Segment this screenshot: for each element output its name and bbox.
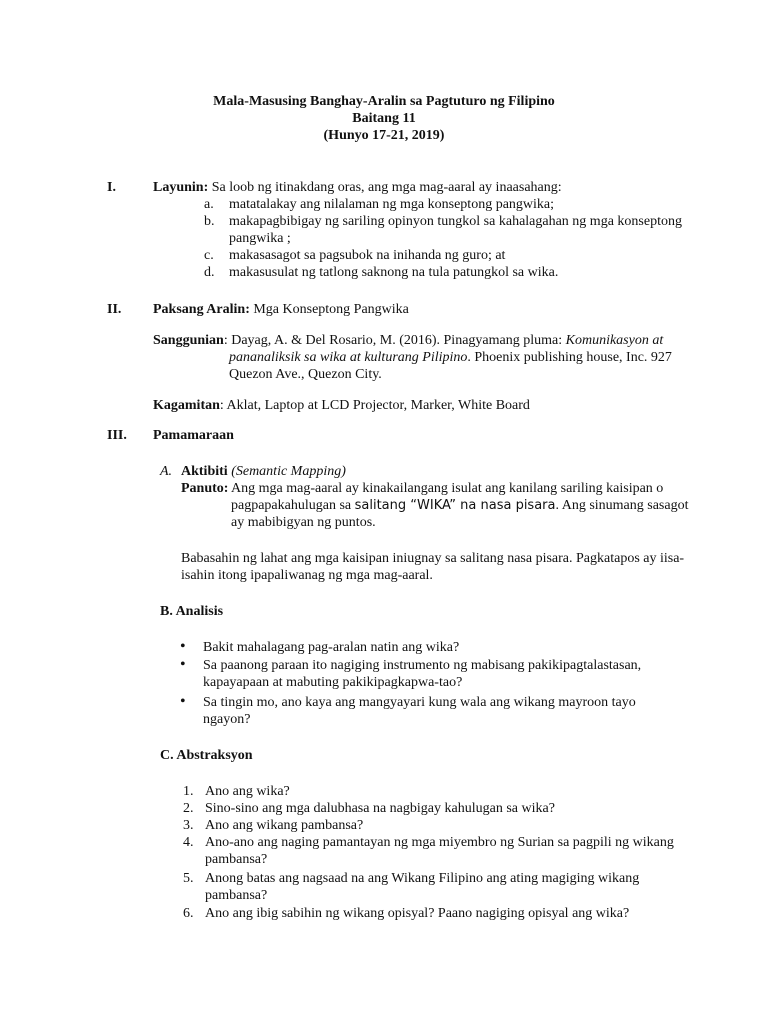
question-number: 5. [183,871,194,886]
analysis-question: Bakit mahalagang pag-aralan natin ang wika? [203,640,460,655]
materials-text: : Aklat, Laptop at LCD Projector, Marker, White Board [219,398,530,413]
instructions-text-line-3: ay mabibigyan ng puntos. [231,515,376,530]
question-number: 6. [183,906,194,921]
reference-line-1 [153,332,663,349]
abstraction-question: Ano ang wika? [205,784,290,799]
abstraction-question-continuation: pambansa? [205,852,268,867]
topic-text: Mga Konseptong Pangwika [253,302,409,317]
materials-label: Kagamitan [153,398,220,413]
question-number: 3. [183,818,194,833]
section-3-number: III. [107,428,127,443]
question-number: 4. [183,835,194,850]
section-2-label: Paksang Aralin: [153,302,250,317]
section-3-label: Pamamaraan [153,428,234,443]
analysis-question-continuation: ngayon? [203,712,251,727]
abstraction-question: Ano-ano ang naging pamantayan ng mga miyembro ng Surian sa pagpili ng wikang [205,835,674,850]
section-1-number: I. [107,180,116,195]
document-title: Mala-Masusing Banghay-Aralin sa Pagtuturo ng Filipino [213,94,555,109]
objective-item: matatalakay ang nilalaman ng mga konseptong pangwika; [229,197,555,212]
objective-item: makasasagot sa pagsubok na inihanda ng guro; at [229,248,506,263]
bullet-icon: • [180,656,186,673]
analysis-question: Sa tingin mo, ano kaya ang mangyayari kung wala ang wikang mayroon tayo [203,695,636,710]
activity-subtitle: (Semantic Mapping) [231,464,346,479]
section-1-intro: Sa loob ng itinakdang oras, ang mga mag-aaral ay inaasahang: [211,180,562,195]
instructions-highlight: salitang “WIKA” na nasa pisara [354,498,556,513]
reference-line-2 [229,349,672,366]
activity-heading [181,463,346,480]
analysis-heading: B. Analisis [160,604,224,619]
activity-paragraph-line-1: Babasahin ng lahat ang mga kaisipan iniugnay sa salitang nasa pisara. Pagkatapos ay iisa- [181,551,685,566]
activity-marker: A. [160,464,173,479]
instructions-label: Panuto: [181,481,229,496]
reference-book-title-cont: pananaliksik sa wika at kulturang Pilipino [229,350,468,365]
abstraction-question-continuation: pambansa? [205,888,268,903]
objective-marker: a. [204,197,214,212]
activity-paragraph-line-2: isahin itong ipapaliwanag ng mga mag-aaral. [181,568,433,583]
objective-item: makapagbibigay ng sariling opinyon tungkol sa kahalagahan ng mga konseptong [229,214,682,229]
activity-label: Aktibiti [181,464,228,479]
instructions-part: pagpapakahulugan sa [231,498,355,513]
reference-address: Quezon Ave., Quezon City. [229,367,382,382]
analysis-question-continuation: kapayapaan at mabuting pakikipagkapwa-tao? [203,675,463,690]
abstraction-heading: C. Abstraksyon [160,748,253,763]
objective-marker: b. [204,214,215,229]
analysis-question: Sa paanong paraan ito nagiging instrumento ng mabisang pakikipagtalastasan, [203,658,642,673]
question-number: 1. [183,784,194,799]
abstraction-question: Ano ang ibig sabihin ng wikang opisyal? Paano nagiging opisyal ang wika? [205,906,630,921]
abstraction-question: Anong batas ang nagsaad na ang Wikang Filipino ang ating magiging wikang [205,871,640,886]
abstraction-question: Ano ang wikang pambansa? [205,818,364,833]
abstraction-question: Sino-sino ang mga dalubhasa na nagbigay kahulugan sa wika? [205,801,555,816]
materials-line [153,397,530,414]
objective-marker: d. [204,265,215,280]
section-1-heading [153,179,562,196]
reference-label: Sanggunian [153,333,224,348]
instructions-part: . Ang sinumang sasagot [555,498,689,513]
question-number: 2. [183,801,194,816]
instructions-text-line-2 [231,497,688,514]
objective-item-continuation: pangwika ; [229,231,291,246]
section-2-heading [153,301,409,318]
reference-publisher: . Phoenix publishing house, Inc. 927 [467,350,672,365]
objective-marker: c. [204,248,214,263]
grade-level: Baitang 11 [352,111,416,126]
section-2-number: II. [107,302,122,317]
instructions-text: Ang mga mag-aaral ay kinakailangang isulat ang kanilang sariling kaisipan o [231,481,664,496]
bullet-icon: • [180,693,186,710]
bullet-icon: • [180,638,186,655]
section-1-label: Layunin: [153,180,209,195]
reference-text: : Dayag, A. & Del Rosario, M. (2016). Pinagyamang pluma: [223,333,566,348]
date-range: (Hunyo 17-21, 2019) [323,128,445,143]
objective-item: makasusulat ng tatlong saknong na tula patungkol sa wika. [229,265,559,280]
reference-book-title: Komunikasyon at [565,333,664,348]
